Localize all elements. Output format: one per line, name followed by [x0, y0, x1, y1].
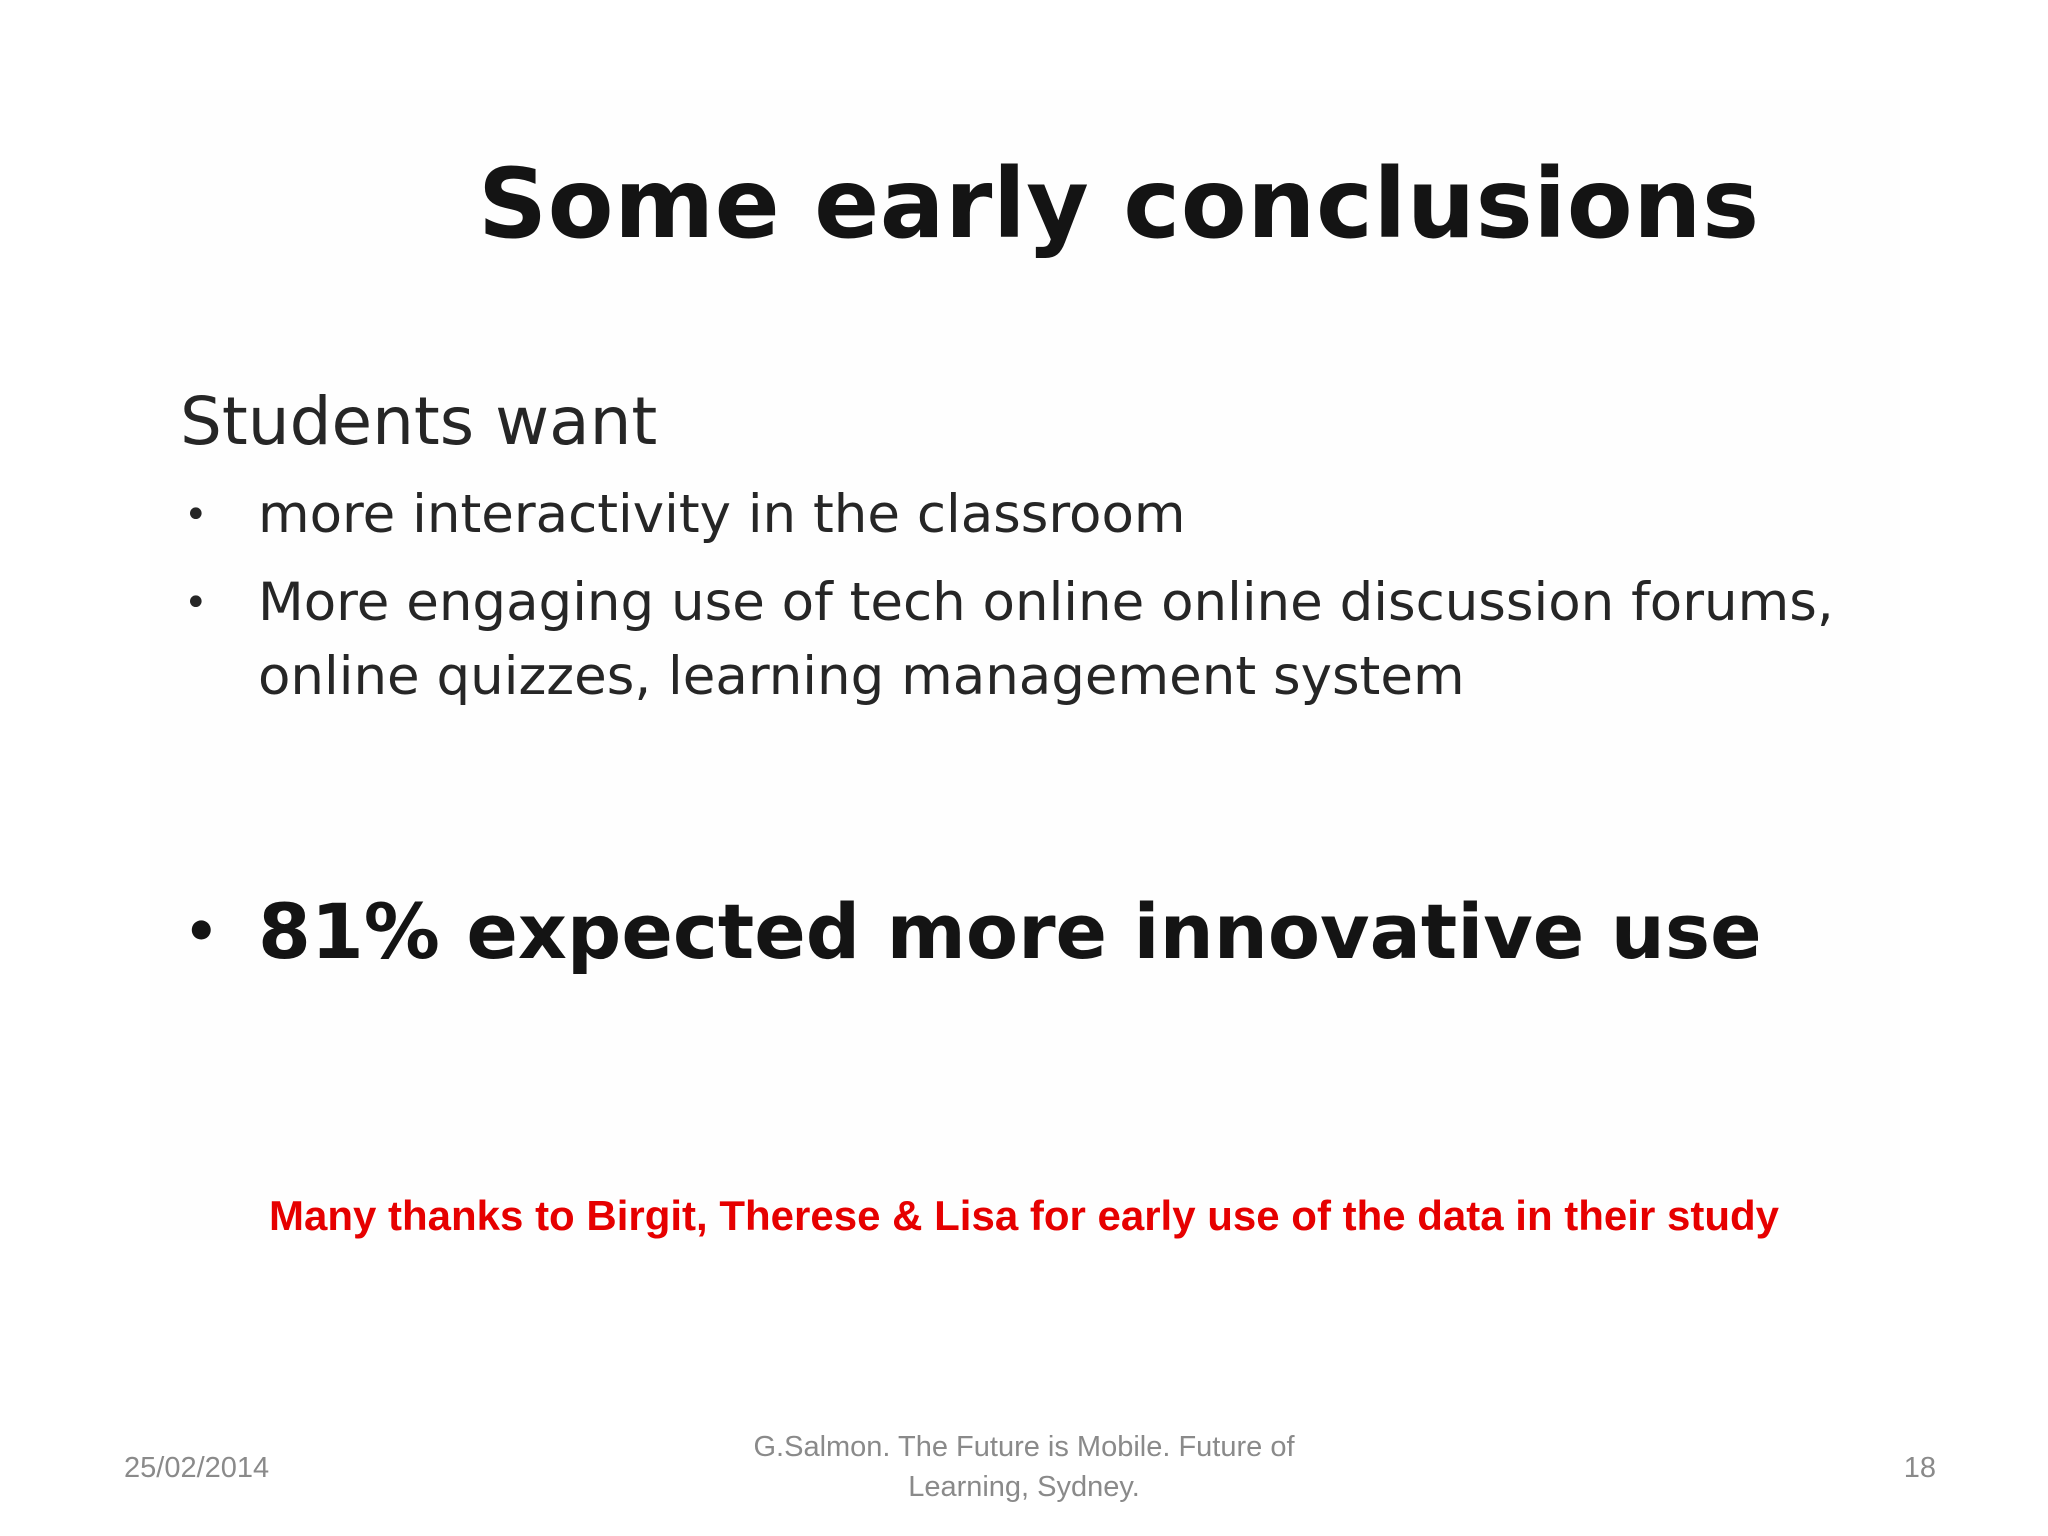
- list-item: [180, 566, 1900, 714]
- footer-caption-line: Learning, Sydney.: [908, 1471, 1140, 1503]
- footer-date: 25/02/2014: [124, 1452, 270, 1484]
- list-item: [180, 478, 1900, 552]
- page-number: 18: [1903, 1452, 1936, 1484]
- bullet-text: more interactivity in the classroom: [258, 484, 1186, 545]
- bullet-icon: •: [184, 492, 208, 538]
- footer-caption: [640, 1427, 1408, 1507]
- highlight-text: 81% expected more innovative use: [258, 887, 1762, 976]
- highlight-bullet: [180, 880, 1762, 984]
- footer-caption-line: G.Salmon. The Future is Mobile. Future of: [753, 1431, 1295, 1463]
- intro-text: Students want: [180, 383, 658, 460]
- acknowledgement-text: Many thanks to Birgit, Therese & Lisa for early use of the data in their study: [269, 1192, 1779, 1239]
- bullet-icon: •: [184, 900, 219, 963]
- slide-title: Some early conclusions: [478, 148, 1760, 260]
- bullet-text: More engaging use of tech online online discussion forums, online quizzes, learning management system: [258, 572, 1834, 707]
- bullet-list: [180, 478, 1900, 728]
- bullet-icon: •: [184, 580, 208, 626]
